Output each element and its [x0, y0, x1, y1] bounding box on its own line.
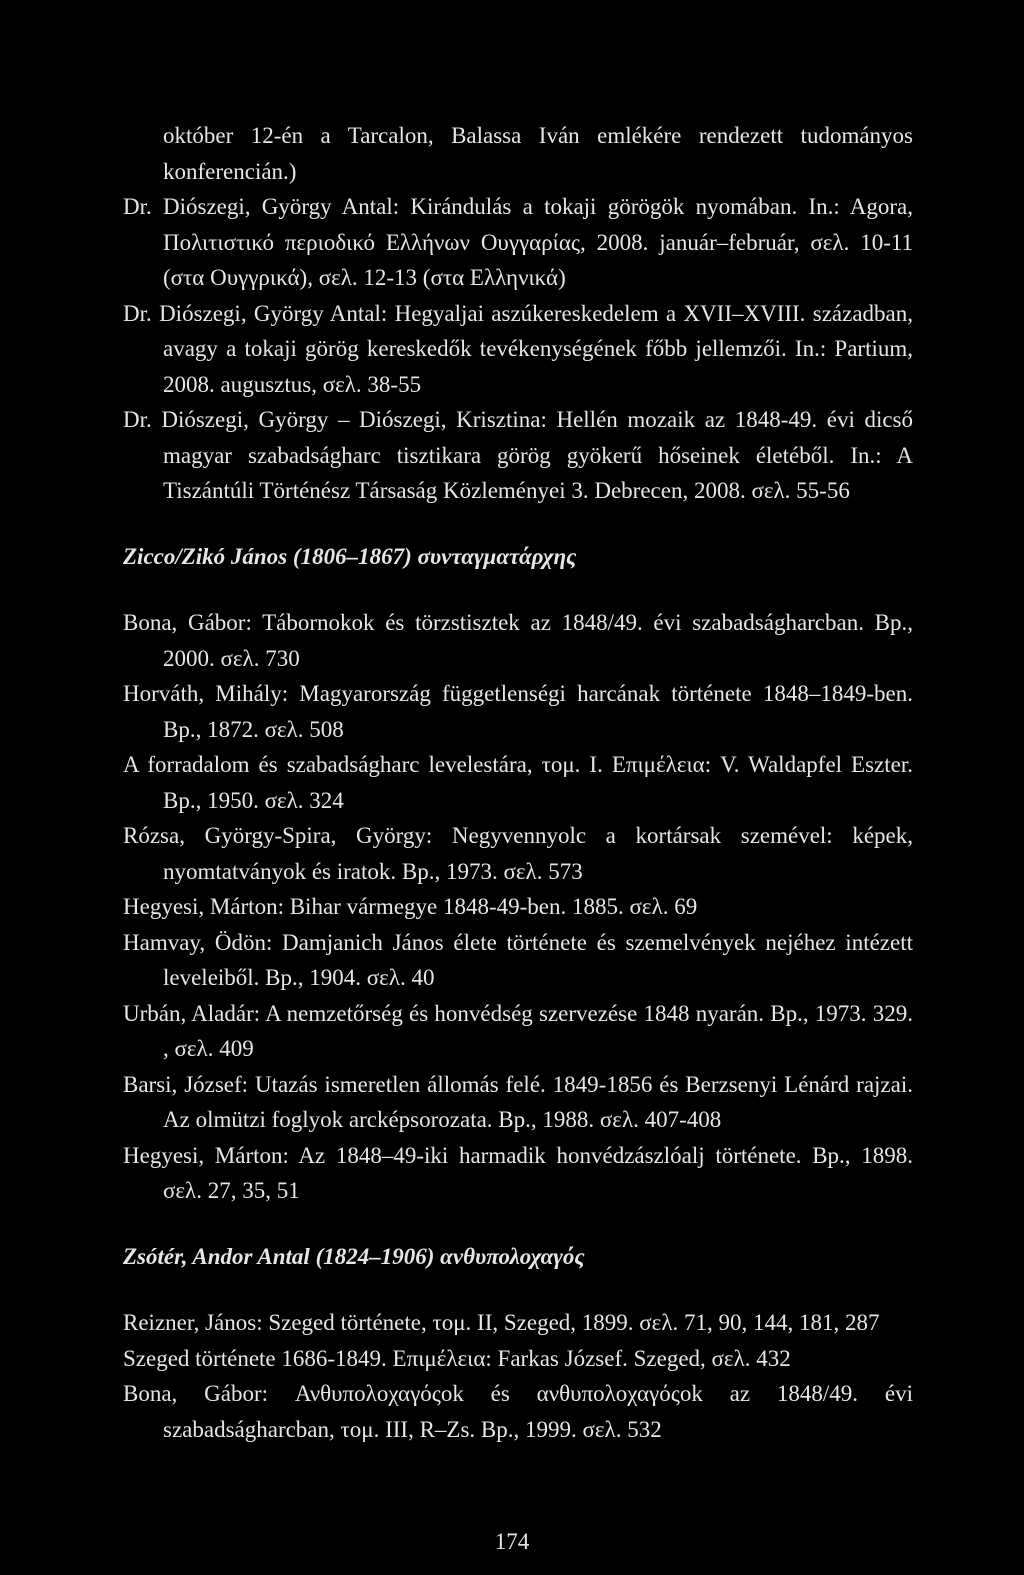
- continued-entry: október 12-én a Tarcalon, Balassa Iván emlékére rendezett tudományos konferencián.): [163, 123, 913, 184]
- section-heading-zicco: Zicco/Zikó János (1806–1867) συνταγματάρχης: [123, 543, 577, 569]
- bibliography-entry: Horváth, Mihály: Magyarország függetlenségi harcának története 1848–1849-ben. Bp., 1872. σελ. 508: [123, 681, 913, 742]
- bibliography-entry: Szeged története 1686-1849. Επιμέλεια: Farkas József. Szeged, σελ. 432: [123, 1345, 791, 1371]
- page-number: 174: [494, 1529, 530, 1554]
- bibliography-entry: Dr. Diószegi, György – Diószegi, Krisztina: Hellén mozaik az 1848-49. évi dicső magyar szabadságharc tisztikara görög gyökerű hőseinek életéből. In.: A Tiszántúli Történész Társaság Közleményei 3. Debrecen, 2008. σελ. 55-56: [123, 407, 913, 503]
- bibliography-entry: Urbán, Aladár: A nemzetőrség és honvédség szervezése 1848 nyarán. Bp., 1973. 329. , σελ. 409: [123, 1000, 913, 1061]
- bibliography-entry: Bona, Gábor: Ανθυπολοχαγόςok és ανθυπολοχαγόςok az 1848/49. évi szabadságharcban, τομ. III, R–Zs. Bp., 1999. σελ. 532: [123, 1381, 913, 1442]
- bibliography-entry: Dr. Diószegi, György Antal: Hegyaljai aszúkereskedelem a XVII–XVIII. században, avagy a tokaji görög kereskedők tevékenységének főbb jellemzői. In.: Partium, 2008. augusztus, σελ. 38-55: [123, 300, 913, 397]
- section2-entries: [123, 1305, 913, 1447]
- bibliography-entry: Reizner, János: Szeged története, τομ. II, Szeged, 1899. σελ. 71, 90, 144, 181, 287: [123, 1310, 880, 1335]
- bibliography-entry: Hegyesi, Márton: Az 1848–49-iki harmadik honvédzászlóalj története. Bp., 1898. σελ. 27, 35, 51: [123, 1142, 913, 1203]
- bibliography-entry: Hamvay, Ödön: Damjanich János élete története és szemelvények nejéhez intézett leveleiből. Bp., 1904. σελ. 40: [123, 929, 913, 990]
- bibliography-entry: Bona, Gábor: Tábornokok és törzstisztek az 1848/49. évi szabadságharcban. Bp., 2000. σελ. 730: [123, 610, 913, 671]
- page-content: [123, 118, 913, 1447]
- section-heading-zsoter: Zsótér, Andor Antal (1824–1906) ανθυπολοχαγός: [123, 1243, 585, 1269]
- bibliography-entry: A forradalom és szabadságharc levelestára, τομ. I. Επιμέλεια: V. Waldapfel Eszter. Bp., 1950. σελ. 324: [123, 752, 913, 813]
- bibliography-entry: Rózsa, György-Spira, György: Negyvennyolc a kortársak szemével: képek, nyomtatványok és iratok. Bp., 1973. σελ. 573: [123, 823, 913, 884]
- bibliography-entry: Barsi, József: Utazás ismeretlen állomás felé. 1849-1856 és Berzsenyi Lénárd rajzai. Az olmützi foglyok arcképsorozata. Bp., 1988. σελ. 407-408: [123, 1071, 913, 1132]
- bibliography-entry: Hegyesi, Márton: Bihar vármegye 1848-49-ben. 1885. σελ. 69: [123, 894, 698, 919]
- bibliography-entry: Dr. Diószegi, György Antal: Kirándulás a tokaji görögök nyomában. In.: Agora, Πολιτιστικό περιοδικό Ελλήνων Ουγγαρίας, 2008. január–február, σελ. 10-11 (στα Ουγγρικά), σελ. 12-13 (στα Ελληνικά): [123, 194, 913, 290]
- section1-entries: [123, 605, 913, 1209]
- intro-block: [123, 118, 913, 509]
